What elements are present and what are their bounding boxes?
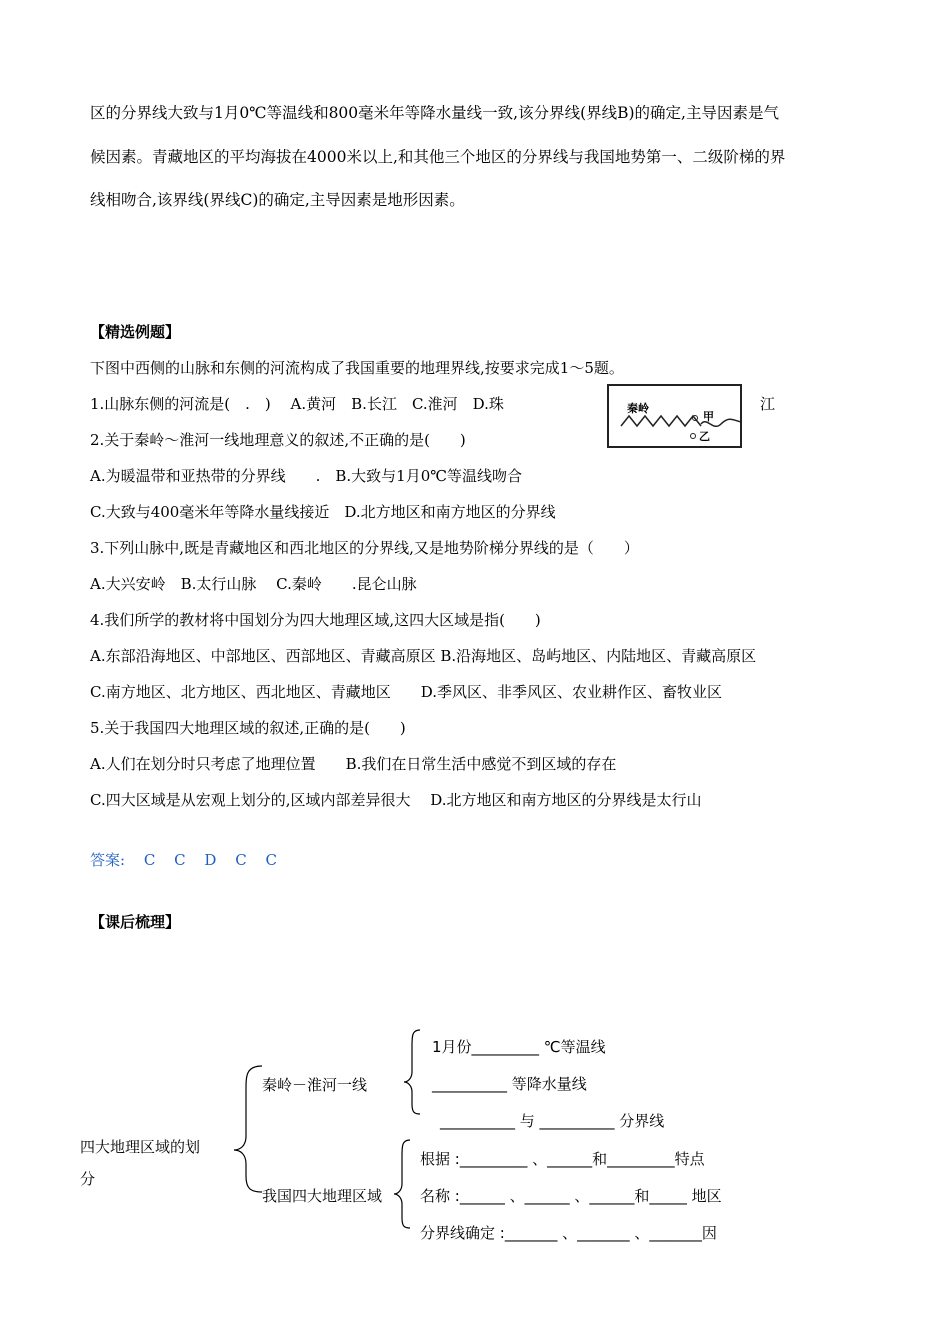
question-3-options: A.大兴安岭 B.太行山脉 C.秦岭 .昆仑山脉	[90, 575, 417, 593]
point-a-label: 甲	[703, 410, 714, 423]
question-2-option-cd: C.大致与400毫米年等降水量线接近 D.北方地区和南方地区的分界线	[90, 503, 556, 521]
branch1-item-2: __________ 等降水量线	[432, 1075, 587, 1093]
main-brace	[234, 1066, 262, 1192]
answer-2: C	[174, 851, 186, 869]
outline-root-line-2: 分	[80, 1170, 96, 1188]
review-heading: 【课后梳理】	[90, 913, 181, 931]
question-3: 3.下列山脉中,既是青藏地区和西北地区的分界线,又是地势阶梯分界线的是（ ）	[90, 539, 639, 557]
question-5: 5.关于我国四大地理区域的叙述,正确的是( )	[90, 719, 406, 737]
outline-branch-regions: 我国四大地理区域	[262, 1187, 383, 1205]
intro-line-2: 候因素。青藏地区的平均海拔在4000米以上,和其他三个地区的分界线与我国地势第一、二级阶梯的界	[90, 148, 786, 166]
question-4-option-cd: C.南方地区、北方地区、西北地区、青藏地区 D.季风区、非季风区、农业耕作区、畜牧业区	[90, 683, 722, 701]
question-4: 4.我们所学的教材将中国划分为四大地理区域,这四大区域是指( )	[90, 611, 541, 629]
branch2-brace	[394, 1140, 410, 1228]
outline-root-line-1: 四大地理区域的划	[80, 1138, 201, 1156]
branch1-item-1: 1月份_________ ℃等温线	[432, 1038, 606, 1056]
examples-heading: 【精选例题】	[90, 323, 181, 341]
outline-branch-qinling: 秦岭－淮河一线	[262, 1076, 368, 1094]
answer-1: C	[143, 851, 156, 869]
mountain-label: 秦岭	[627, 402, 649, 415]
answer-4: C	[235, 851, 247, 869]
question-1: 1.山脉东侧的河流是( . ) A.黄河 B.长江 C.淮河 D.珠	[90, 395, 504, 413]
answer-5: C	[265, 851, 277, 869]
branch1-brace	[404, 1030, 420, 1114]
branch2-item-1: 根据 :_________ 、______和_________特点	[420, 1150, 705, 1168]
question-1-tail: 江	[760, 395, 776, 413]
question-2-option-ab: A.为暖温带和亚热带的分界线 . B.大致与1月0℃等温线吻合	[90, 467, 523, 485]
answer-3: D	[204, 851, 217, 869]
branch2-item-3: 分界线确定 :_______ 、_______ 、_______因	[420, 1224, 717, 1242]
question-2: 2.关于秦岭～淮河一线地理意义的叙述,不正确的是( )	[90, 431, 466, 449]
intro-line-1: 区的分界线大致与1月0℃等温线和800毫米年等降水量线一致,该分界线(界线B)的确定,主导因素是气	[90, 104, 779, 122]
examples-instruction: 下图中西侧的山脉和东侧的河流构成了我国重要的地理界线,按要求完成1～5题。	[90, 359, 624, 377]
question-4-option-ab: A.东部沿海地区、中部地区、西部地区、青藏高原区 B.沿海地区、岛屿地区、内陆地区、青藏高原区	[90, 647, 757, 665]
point-b-label: 乙	[699, 430, 710, 443]
question-5-option-ab: A.人们在划分时只考虑了地理位置 B.我们在日常生活中感觉不到区域的存在	[90, 755, 617, 773]
branch1-item-3: __________ 与 __________ 分界线	[440, 1112, 665, 1130]
question-5-option-cd: C.四大区域是从宏观上划分的,区域内部差异很大 D.北方地区和南方地区的分界线是太行山	[90, 791, 702, 809]
intro-line-3: 线相吻合,该界线(界线C)的确定,主导因素是地形因素。	[90, 191, 465, 209]
branch2-item-2: 名称 :______ 、______ 、______和_____ 地区	[420, 1187, 722, 1205]
answer-label: 答案:	[90, 851, 126, 869]
